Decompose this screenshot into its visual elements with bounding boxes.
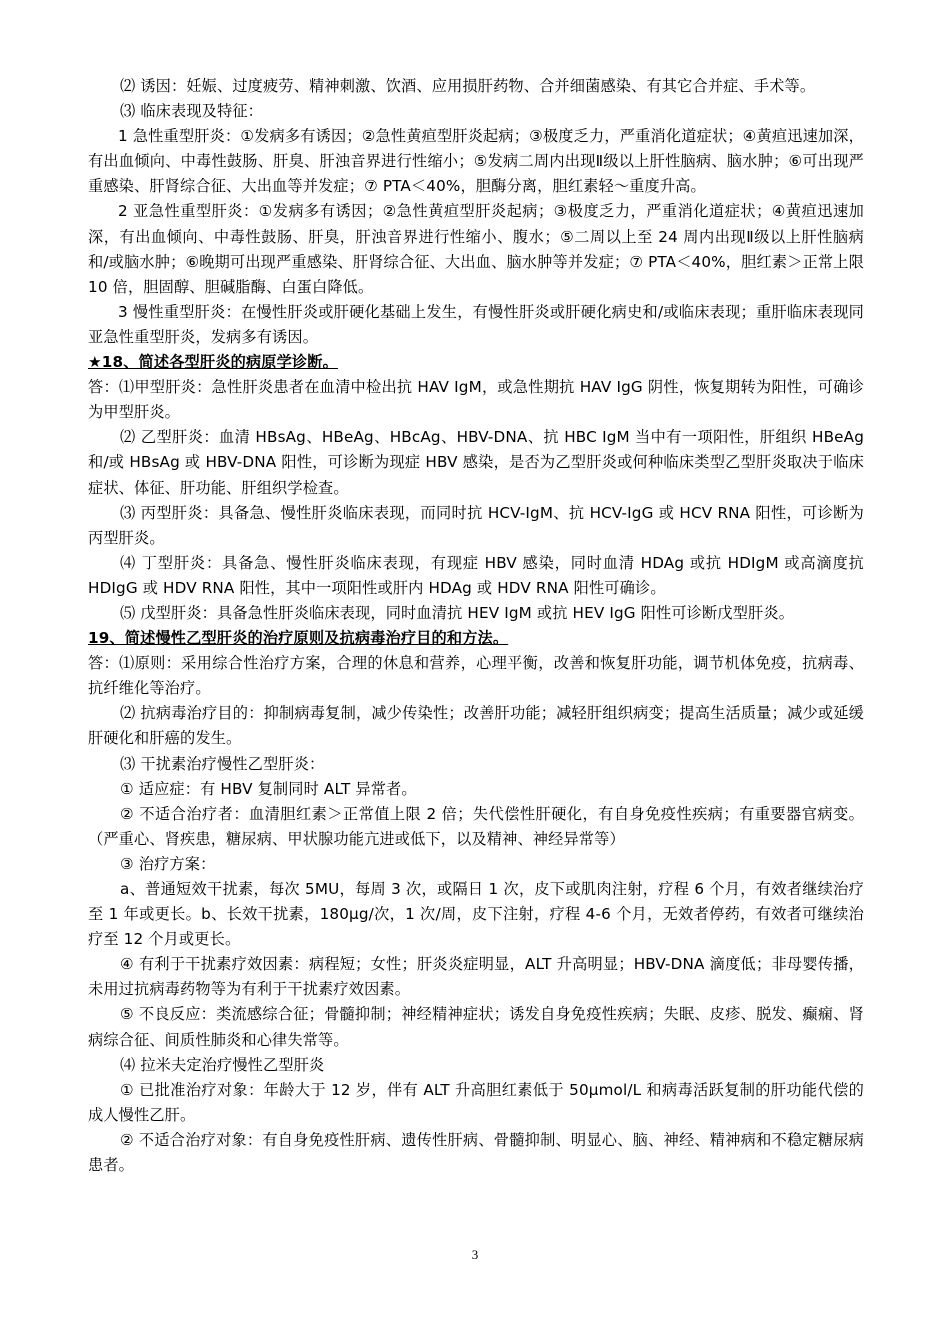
paragraph: ④ 有利于干扰素疗效因素：病程短；女性；肝炎炎症明显，ALT 升高明显；HBV-DNA 滴度低；非母婴传播，未用过抗病毒药物等为有利于干扰素疗效因素。 [88, 955, 864, 999]
answer-paragraph: 答：⑴甲型肝炎：急性肝炎患者在血清中检出抗 HAV IgM，或急性期抗 HAV IgG 阴性，恢复期转为阳性，可确诊为甲型肝炎。 [88, 378, 864, 422]
paragraph: ⑶ 干扰素治疗慢性乙型肝炎： [120, 754, 325, 773]
paragraph: ⑷ 丁型肝炎：具备急、慢性肝炎临床表现，有现症 HBV 感染，同时血清 HDAg 或抗 HDIgM 或高滴度抗 HDIgG 或 HDV RNA 阳性，其中一项阳性或肝内 HDAg 或 HDV RNA 阳性可确诊。 [88, 553, 864, 597]
section-heading-18: ★18、简述各型肝炎的病原学诊断。 [88, 353, 338, 372]
paragraph: a、普通短效干扰素，每次 5MU，每周 3 次，或隔日 1 次，皮下或肌肉注射，疗程 6 个月，有效者继续治疗至 1 年或更长。b、长效干扰素，180μg/次，1 次/周，皮下注射，疗程 4-6 个月，无效者停药，有效者可继续治疗至 12 个月或更长。 [88, 880, 864, 949]
paragraph: ③ 治疗方案： [120, 854, 216, 873]
paragraph: ⑶ 临床表现及特征： [120, 102, 264, 121]
paragraph: ② 不适合治疗对象：有自身免疫性肝病、遗传性肝病、骨髓抑制、明显心、脑、神经、精神病和不稳定糖尿病患者。 [88, 1130, 864, 1175]
paragraph: ⑵ 乙型肝炎：血清 HBsAg、HBeAg、HBcAg、HBV-DNA、抗 HBC IgM 当中有一项阳性，肝组织 HBeAg 和/或 HBsAg 或 HBV-DNA 阳性，可诊断为现症 HBV 感染，是否为乙型肝炎或何种临床类型乙型肝炎取决于临床症状、体征、肝功能、肝组织学检查。 [88, 428, 864, 497]
paragraph: 2 亚急性重型肝炎：①发病多有诱因；②急性黄疸型肝炎起病；③极度乏力，严重消化道症状；④黄疸迅速加深，有出血倾向、中毒性鼓肠、肝臭，肝浊音界进行性缩小、腹水；⑤二周以上至 24 周内出现Ⅱ级以上肝性脑病和/或脑水肿；⑥晚期可出现严重感染、肝肾综合征、大出血、脑水肿等并发症；⑦ PTA＜40%，胆红素＞正常上限 10 倍，胆固醇、胆碱脂酶、白蛋白降低。 [88, 202, 864, 296]
paragraph: ① 适应症：有 HBV 复制同时 ALT 异常者。 [120, 779, 417, 798]
paragraph: ⑵ 诱因：妊娠、过度疲劳、精神刺激、饮酒、应用损肝药物、合并细菌感染、有其它合并症、手术等。 [120, 77, 816, 95]
paragraph: 3 慢性重型肝炎：在慢性肝炎或肝硬化基础上发生，有慢性肝炎或肝硬化病史和/或临床表现；重肝临床表现同亚急性重型肝炎，发病多有诱因。 [88, 302, 864, 346]
paragraph: ⑤ 不良反应：类流感综合征；骨髓抑制；神经精神症状；诱发自身免疫性疾病；失眠、皮疹、脱发、癫痫、肾病综合征、间质性肺炎和心律失常等。 [88, 1005, 864, 1049]
section-heading-19: 19、简述慢性乙型肝炎的治疗原则及抗病毒治疗目的和方法。 [88, 629, 509, 648]
paragraph: ② 不适合治疗者：血清胆红素＞正常值上限 2 倍；失代偿性肝硬化，有自身免疫性疾病；有重要器官病变。（严重心、肾疾患，糖尿病、甲状腺功能亢进或低下，以及精神、神经异常等） [88, 804, 864, 848]
answer-paragraph: 答：⑴原则：采用综合性治疗方案，合理的休息和营养，心理平衡，改善和恢复肝功能，调节机体免疫，抗病毒、抗纤维化等治疗。 [88, 654, 864, 698]
page-number: 3 [471, 1247, 479, 1262]
paragraph: ⑶ 丙型肝炎：具备急、慢性肝炎临床表现，而同时抗 HCV-IgM、抗 HCV-IgG 或 HCV RNA 阳性，可诊断为丙型肝炎。 [88, 503, 864, 547]
document-body [88, 74, 864, 1178]
paragraph: ⑷ 拉米夫定治疗慢性乙型肝炎 [120, 1055, 325, 1074]
paragraph: ⑸ 戊型肝炎：具备急性肝炎临床表现，同时血清抗 HEV IgM 或抗 HEV IgG 阳性可诊断戊型肝炎。 [120, 603, 795, 622]
paragraph: 1 急性重型肝炎：①发病多有诱因；②急性黄疸型肝炎起病；③极度乏力，严重消化道症状；④黄疸迅速加深，有出血倾向、中毒性鼓肠、肝臭、肝浊音界进行性缩小；⑤发病二周内出现Ⅱ级以上肝性脑病、脑水肿；⑥可出现严重感染、肝肾综合征、大出血等并发症；⑦ PTA＜40%，胆酶分离，胆红素轻～重度升高。 [88, 127, 864, 196]
paragraph: ⑵ 抗病毒治疗目的：抑制病毒复制，减少传染性；改善肝功能；减轻肝组织病变；提高生活质量；减少或延缓肝硬化和肝癌的发生。 [88, 704, 864, 748]
paragraph: ① 已批准治疗对象：年龄大于 12 岁，伴有 ALT 升高胆红素低于 50μmol/L 和病毒活跃复制的肝功能代偿的成人慢性乙肝。 [88, 1080, 864, 1124]
